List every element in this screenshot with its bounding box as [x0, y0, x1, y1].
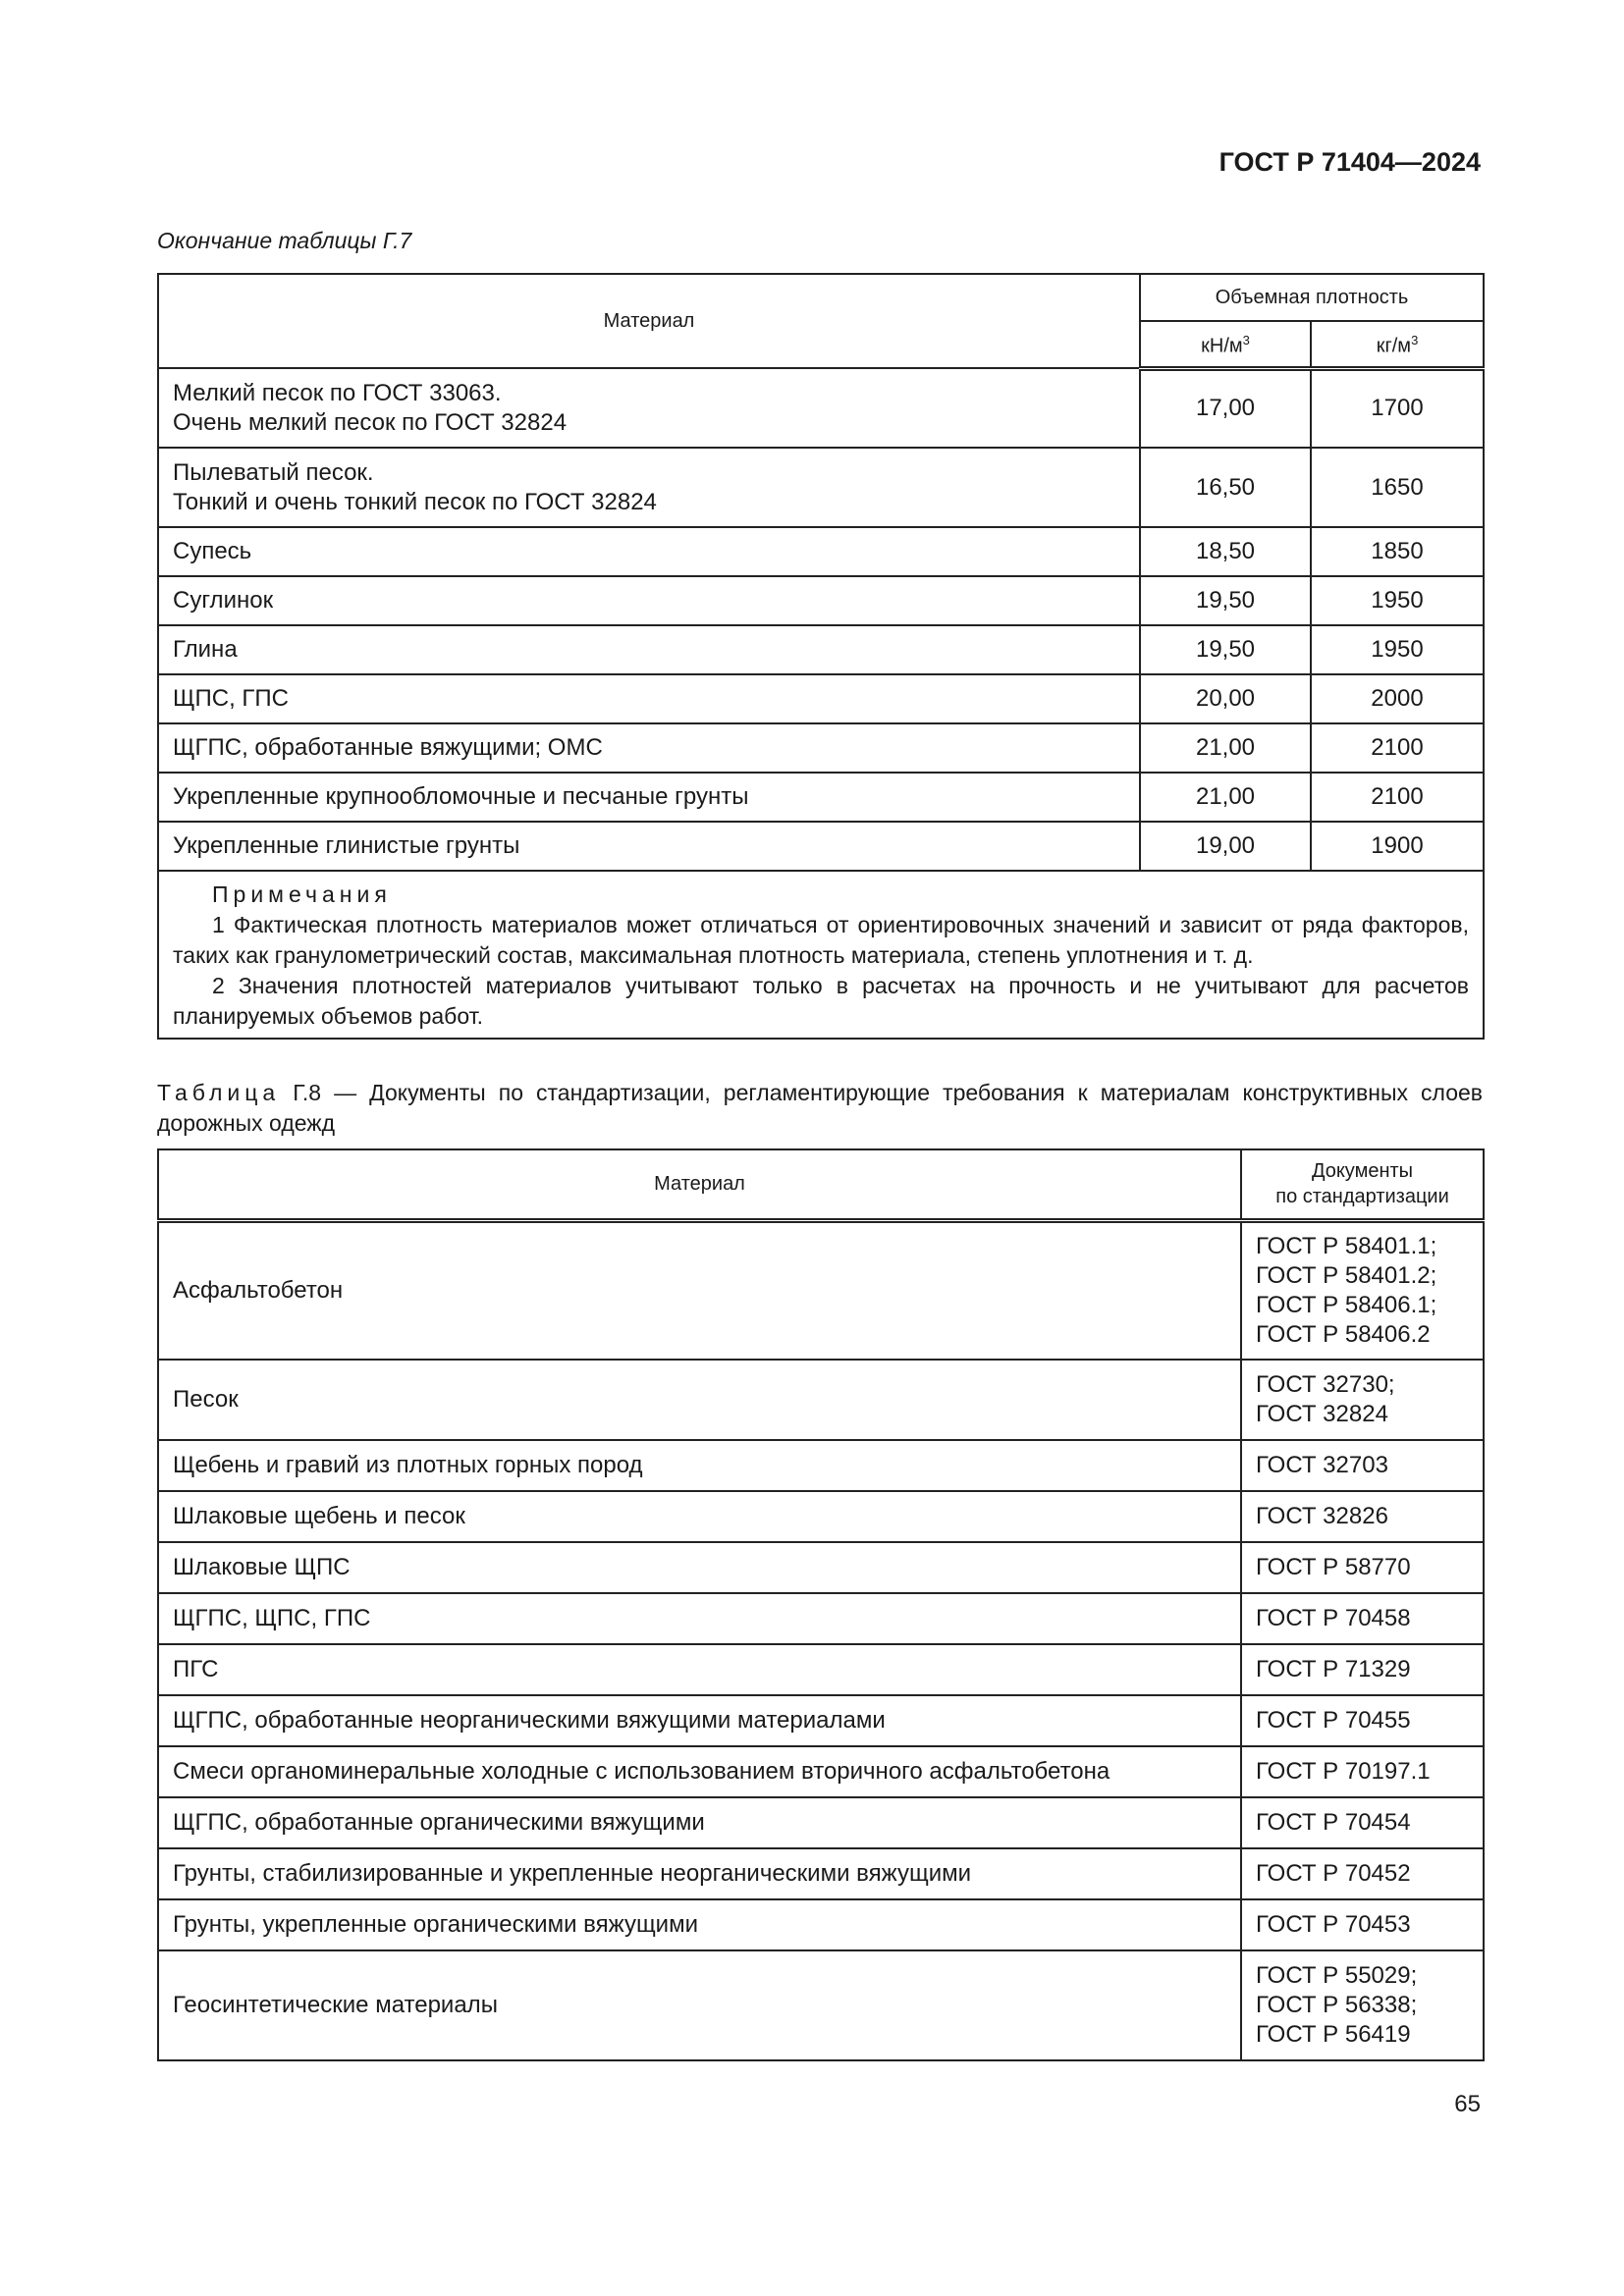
- documents-cell: [1241, 1542, 1484, 1593]
- material-cell: [158, 674, 1140, 723]
- table-row: [158, 1950, 1484, 2060]
- document-ref: ГОСТ Р 58406.1;: [1256, 1291, 1437, 1318]
- table-row: [158, 1899, 1484, 1950]
- material-line: Супесь: [173, 538, 252, 564]
- density-kg-cell: 1850: [1311, 527, 1484, 576]
- table-row: [158, 1797, 1484, 1848]
- material-line: Пылеватый песок.: [173, 458, 374, 486]
- documents-cell: [1241, 1695, 1484, 1746]
- table-row: [158, 1491, 1484, 1542]
- table-caption: Таблица Г.8 — Документы по стандартизации, регламентирующие требования к материалам конструктивных слоев дорожных одежд: [157, 1080, 1483, 1136]
- material-cell: ПГС: [158, 1644, 1241, 1695]
- header-unit-kg: $кг/м^3$: [1311, 321, 1484, 368]
- document-ref: ГОСТ Р 58770: [1256, 1554, 1411, 1580]
- documents-cell: [1241, 1797, 1484, 1848]
- density-kg-cell: 1950: [1311, 576, 1484, 625]
- page-number: 65: [1454, 2091, 1481, 2117]
- document-designation: ГОСТ Р 71404—2024: [1218, 147, 1481, 177]
- header-material: Материал: [158, 1149, 1241, 1220]
- table-row: [158, 448, 1484, 527]
- table-row: [158, 625, 1484, 674]
- material-line: Мелкий песок по ГОСТ 33063.: [173, 379, 502, 406]
- table-row: [158, 368, 1484, 448]
- documents-cell: [1241, 1593, 1484, 1644]
- density-kg-cell: 2100: [1311, 773, 1484, 822]
- density-kg-cell: 2100: [1311, 723, 1484, 773]
- material-line: Укрепленные глинистые грунты: [173, 832, 520, 859]
- document-ref: ГОСТ 32730;: [1256, 1371, 1395, 1398]
- density-kg-cell: 1700: [1311, 368, 1484, 448]
- header-material: Материал: [158, 274, 1140, 368]
- material-line: Глина: [173, 636, 238, 663]
- document-ref: ГОСТ Р 58406.2: [1256, 1320, 1431, 1348]
- standards-table: [157, 1148, 1485, 2061]
- density-table: [157, 273, 1485, 1040]
- documents-cell: [1241, 1220, 1484, 1360]
- document-ref: ГОСТ Р 70197.1: [1256, 1758, 1431, 1785]
- table-notes: [158, 871, 1484, 1039]
- notes-title: Примечания: [212, 881, 392, 907]
- material-cell: [158, 368, 1140, 448]
- material-cell: Песок: [158, 1360, 1241, 1440]
- material-cell: Грунты, укрепленные органическими вяжущими: [158, 1899, 1241, 1950]
- document-ref: ГОСТ Р 70452: [1256, 1860, 1411, 1887]
- table-row: [158, 527, 1484, 576]
- table-row: [158, 1848, 1484, 1899]
- document-ref: ГОСТ Р 55029;: [1256, 1962, 1418, 1989]
- note-2: 2 Значения плотностей материалов учитывают только в расчетах на прочность и не учитывают для расчетов планируемых объемов работ.: [173, 973, 1469, 1029]
- density-kg-cell: 2000: [1311, 674, 1484, 723]
- document-ref: ГОСТ Р 56338;: [1256, 1992, 1418, 2018]
- material-line: ЩПС, ГПС: [173, 685, 289, 712]
- document-ref: ГОСТ 32826: [1256, 1503, 1388, 1529]
- table-row: [158, 822, 1484, 871]
- density-kn-cell: 19,50: [1140, 625, 1311, 674]
- material-cell: Смеси органоминеральные холодные с использованием вторичного асфальтобетона: [158, 1746, 1241, 1797]
- material-cell: [158, 822, 1140, 871]
- material-cell: [158, 625, 1140, 674]
- density-kn-cell: 21,00: [1140, 723, 1311, 773]
- density-kn-cell: 16,50: [1140, 448, 1311, 527]
- density-kn-cell: 19,50: [1140, 576, 1311, 625]
- material-cell: ЩГПС, ЩПС, ГПС: [158, 1593, 1241, 1644]
- material-cell: Грунты, стабилизированные и укрепленные неорганическими вяжущими: [158, 1848, 1241, 1899]
- document-ref: ГОСТ Р 56419: [1256, 2021, 1411, 2048]
- documents-cell: [1241, 1848, 1484, 1899]
- documents-cell: [1241, 1644, 1484, 1695]
- material-cell: Геосинтетические материалы: [158, 1950, 1241, 2060]
- documents-cell: [1241, 1360, 1484, 1440]
- documents-cell: [1241, 1491, 1484, 1542]
- density-kn-cell: 21,00: [1140, 773, 1311, 822]
- note-1: 1 Фактическая плотность материалов может отличаться от ориентировочных значений и зависит от ряда факторов, таких как гранулометрический состав, максимальная плотность материала, степень уплотнения и т. д.: [173, 912, 1469, 968]
- material-cell: Асфальтобетон: [158, 1220, 1241, 1360]
- density-kg-cell: 1900: [1311, 822, 1484, 871]
- table-row: [158, 1360, 1484, 1440]
- document-ref: ГОСТ Р 70455: [1256, 1707, 1411, 1734]
- table-row: [158, 1220, 1484, 1360]
- table-row: [158, 1542, 1484, 1593]
- documents-cell: [1241, 1899, 1484, 1950]
- material-cell: [158, 723, 1140, 773]
- table-row: [158, 1695, 1484, 1746]
- table-row: [158, 674, 1484, 723]
- density-kg-cell: 1950: [1311, 625, 1484, 674]
- density-kg-cell: 1650: [1311, 448, 1484, 527]
- header-density: Объемная плотность: [1140, 274, 1484, 321]
- document-ref: ГОСТ 32824: [1256, 1401, 1388, 1427]
- table-row: [158, 1746, 1484, 1797]
- material-cell: [158, 773, 1140, 822]
- material-line: Суглинок: [173, 587, 274, 614]
- documents-cell: [1241, 1440, 1484, 1491]
- documents-cell: [1241, 1746, 1484, 1797]
- table-row: [158, 1440, 1484, 1491]
- density-kn-cell: 18,50: [1140, 527, 1311, 576]
- material-cell: ЩГПС, обработанные органическими вяжущими: [158, 1797, 1241, 1848]
- document-ref: ГОСТ Р 71329: [1256, 1656, 1411, 1682]
- document-ref: ГОСТ Р 70458: [1256, 1605, 1411, 1631]
- document-ref: ГОСТ Р 70454: [1256, 1809, 1411, 1836]
- material-cell: [158, 448, 1140, 527]
- document-ref: ГОСТ Р 70453: [1256, 1911, 1411, 1938]
- table-row: [158, 1593, 1484, 1644]
- table-row: [158, 723, 1484, 773]
- table-continuation-label: Окончание таблицы Г.7: [157, 228, 412, 253]
- table-row: [158, 773, 1484, 822]
- document-ref: ГОСТ Р 58401.1;: [1256, 1232, 1437, 1259]
- material-cell: Щебень и гравий из плотных горных пород: [158, 1440, 1241, 1491]
- material-line: Укрепленные крупнообломочные и песчаные грунты: [173, 783, 749, 810]
- material-cell: [158, 527, 1140, 576]
- material-cell: [158, 576, 1140, 625]
- density-kn-cell: 17,00: [1140, 368, 1311, 448]
- material-line: ЩГПС, обработанные вяжущими; ОМС: [173, 734, 603, 761]
- header-documents: Документы по стандартизации: [1241, 1149, 1484, 1220]
- material-cell: Шлаковые ЩПС: [158, 1542, 1241, 1593]
- material-line: Тонкий и очень тонкий песок по ГОСТ 32824: [173, 488, 657, 515]
- document-ref: ГОСТ 32703: [1256, 1452, 1388, 1478]
- document-ref: ГОСТ Р 58401.2;: [1256, 1261, 1437, 1289]
- table-row: [158, 576, 1484, 625]
- material-cell: Шлаковые щебень и песок: [158, 1491, 1241, 1542]
- table-row: [158, 1644, 1484, 1695]
- documents-cell: [1241, 1950, 1484, 2060]
- density-kn-cell: 19,00: [1140, 822, 1311, 871]
- material-cell: ЩГПС, обработанные неорганическими вяжущими материалами: [158, 1695, 1241, 1746]
- material-line: Очень мелкий песок по ГОСТ 32824: [173, 408, 568, 436]
- header-unit-kn: $кН/м^3$: [1140, 321, 1311, 368]
- density-kn-cell: 20,00: [1140, 674, 1311, 723]
